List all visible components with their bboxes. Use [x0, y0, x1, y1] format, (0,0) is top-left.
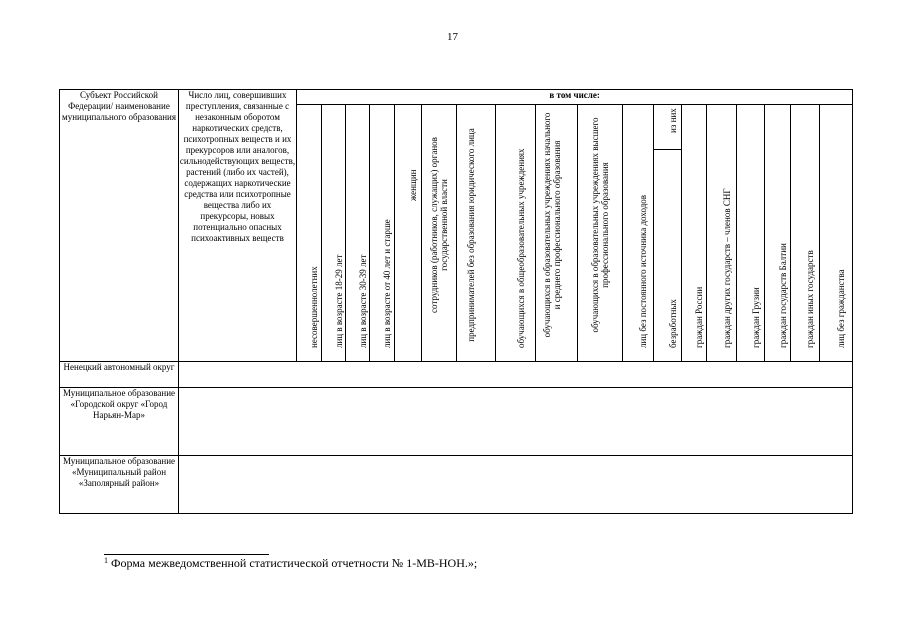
- col-header-text: предпринимателей без образования юридического лица: [466, 128, 476, 342]
- col-header-age-18-29: [322, 105, 346, 362]
- col-header-text: лиц без постоянного источника доходов: [638, 194, 648, 348]
- col-header-text: безработных: [667, 299, 678, 348]
- col-header-general-ed-students: [496, 105, 536, 362]
- row-data-cells: [179, 362, 853, 388]
- col-header-age-30-39: [346, 105, 370, 362]
- col-header-text: лиц в возрасте 18-29 лет: [333, 254, 344, 348]
- including-header: в том числе:: [297, 90, 853, 105]
- col-header-cis-citizens: [707, 105, 737, 362]
- col-header-text: граждан государств Балтии: [777, 243, 788, 348]
- col-header-text: лиц в возрасте от 40 лет и старше: [382, 219, 392, 348]
- col-header-text: сотрудников (работников, служащих) органов государственной власти: [429, 137, 449, 313]
- row-data-cells: [179, 388, 853, 456]
- col-header-baltic-citizens: [765, 105, 791, 362]
- col-header-minors: [297, 105, 322, 362]
- col-header-text: граждан России: [694, 286, 704, 348]
- col-header-text: женщин: [408, 169, 418, 201]
- col-header-text: граждан Грузии: [750, 287, 761, 348]
- of-them-text: из них: [667, 108, 678, 133]
- report-form-table: [59, 89, 853, 514]
- col-header-text: лиц без гражданства: [836, 269, 847, 348]
- subject-column-header: Субъект Российской Федерации/ наименование муниципального образования: [60, 90, 179, 362]
- col-header-text: обучающихся в образовательных учреждениях высшего профессионального образования: [590, 117, 610, 333]
- page-number: 17: [447, 31, 458, 43]
- col-header-text: лиц в возрасте 30-39 лет: [357, 254, 368, 348]
- col-header-entrepreneurs: [457, 105, 496, 362]
- of-them-header: [654, 105, 682, 150]
- col-header-state-officials: [422, 105, 457, 362]
- col-header-unemployed: [654, 150, 682, 362]
- col-header-text: обучающихся в общеобразовательных учреждениях: [515, 148, 526, 348]
- row-label-naryan-mar: Муниципальное образование «Городской округ «Город Нарьян-Мар»: [60, 388, 179, 456]
- col-header-higher-ed-students: [578, 105, 623, 362]
- row-data-cells: [179, 456, 853, 514]
- col-header-russian-citizens: [682, 105, 707, 362]
- col-header-text: обучающихся в образовательных учреждениях начального и среднего профессионального образования: [541, 112, 562, 338]
- col-header-vocational-students: [536, 105, 578, 362]
- row-label-nenets: Ненецкий автономный округ: [60, 362, 179, 388]
- offender-count-column-header: Число лиц, совершивших преступления, связанные с незаконным оборотом наркотических средств, психотропных веществ и их прекурсоров или аналогов, сильнодействующих веществ, растений (либо их частей), содержащих наркотические средства или психотропные вещества либо их прекурсоры, новых потенциально опасных психоактивных веществ: [179, 90, 297, 362]
- col-header-text: несовершеннолетних: [309, 266, 319, 348]
- col-header-text: граждан других государств – членов СНГ: [721, 188, 732, 348]
- footnote: [104, 556, 477, 571]
- footnote-divider: [104, 554, 269, 555]
- footnote-text: Форма межведомственной статистической отчетности № 1-МВ-НОН.»;: [111, 556, 478, 570]
- col-header-stateless: [820, 105, 853, 362]
- col-header-age-40-plus: [370, 105, 395, 362]
- col-header-women: [395, 105, 422, 362]
- col-header-other-citizens: [791, 105, 820, 362]
- col-header-georgia-citizens: [737, 105, 765, 362]
- col-header-no-income: [623, 105, 654, 362]
- row-label-zapolyarny: Муниципальное образование «Муниципальный район «Заполярный район»: [60, 456, 179, 514]
- footnote-marker: 1: [104, 556, 108, 565]
- col-header-text: граждан иных государств: [805, 250, 815, 348]
